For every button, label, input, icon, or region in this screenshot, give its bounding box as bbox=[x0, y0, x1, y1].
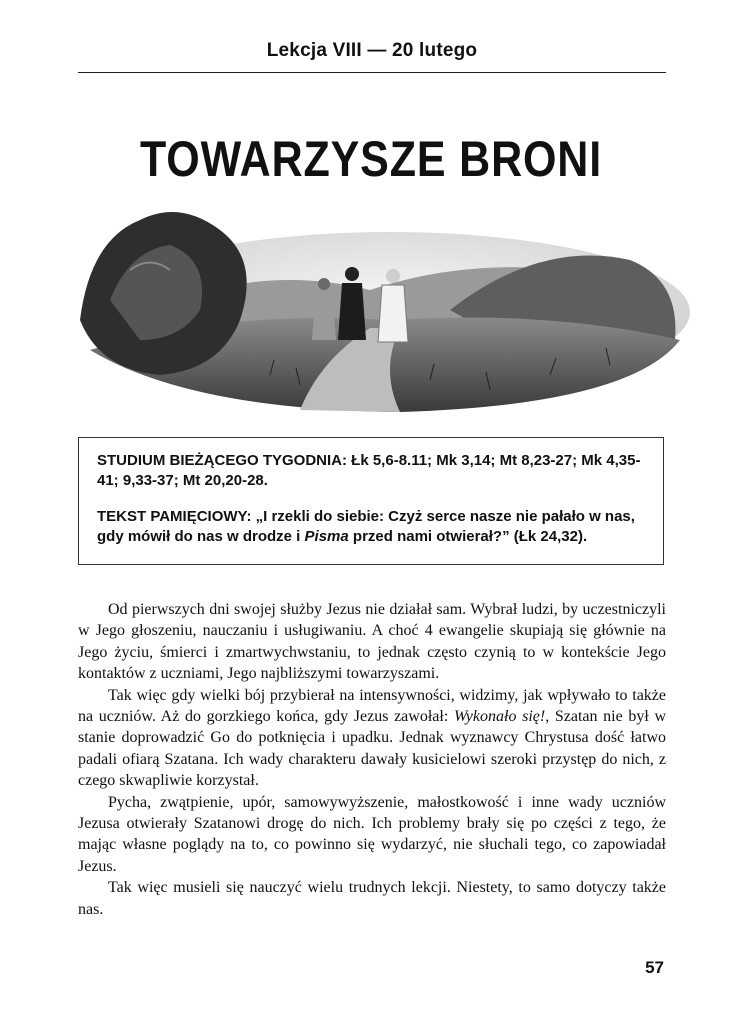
page-number: 57 bbox=[645, 958, 664, 977]
three-figures-on-road-illustration bbox=[70, 200, 690, 425]
memory-text-part1: „I rzekli do siebie: Czyż serce nasze nie pałało w nas, gdy mówił do nas w drodze i bbox=[97, 508, 635, 545]
paragraph-1: Od pierwszych dni swojej służby Jezus nie działał sam. Wybrał ludzi, by uczestniczyli w Jego głoszeniu, nauczaniu i usługiwaniu. A choć 4 ewangelie skupiają się głównie na Jego życiu, śmierci i zmartwychwstaniu, to jednak często czynią to w kontekście Jego kontaktów z uczniami, Jego najbliższymi towarzyszami. bbox=[78, 601, 666, 683]
page-title: TOWARZYSZE BRONI bbox=[139, 131, 603, 187]
memory-verse bbox=[97, 507, 645, 547]
lesson-body bbox=[78, 599, 666, 920]
study-line bbox=[97, 451, 645, 491]
memory-label: TEKST PAMIĘCIOWY: bbox=[97, 508, 252, 525]
paragraph-2-part1: Tak więc gdy wielki bój przybierał na intensywności, widzimy, jak wpływało to także na uczniów. Aż do gorzkiego końca, gdy Jezus zawołał: bbox=[78, 686, 666, 726]
paragraph-3: Pycha, zwątpienie, upór, samowywyższenie, małostkowość i inne wady uczniów Jezusa otwierały Szatanowi drogę do nich. Ich problemy brały się po części z tego, że mając własne poglądy na to, co powinno się wydarzyć, nie słuchali tego, co zapowiadał Jezus. bbox=[78, 793, 666, 875]
study-label: STUDIUM BIEŻĄCEGO TYGODNIA: bbox=[97, 452, 347, 469]
paragraph-4: Tak więc musieli się nauczyć wielu trudnych lekcji. Niestety, to samo dotyczy także nas. bbox=[78, 879, 666, 918]
memory-text-italic: Pisma bbox=[304, 528, 349, 545]
paragraph-2 bbox=[78, 685, 666, 792]
paragraph-2-part2: , Szatan nie był w stanie doprowadzić Go do potknięcia i upadku. Jednak wyznawcy Chrystusa dość łatwo padali ofiarą Szatana. Ich wady charakteru dawały kusicielowi szeroki przystęp do nich, z czego skwapliwie korzystał. bbox=[78, 708, 667, 790]
paragraph-2-italic: Wykonało się! bbox=[453, 708, 546, 726]
memory-text-part2: przed nami otwierał?” (Łk 24,32). bbox=[348, 528, 588, 545]
study-box bbox=[78, 437, 664, 565]
study-references: Łk 5,6-8.11; Mk 3,14; Mt 8,23-27; Mk 4,35-41; 9,33-37; Mt 20,20-28. bbox=[97, 452, 641, 489]
header-divider bbox=[78, 72, 666, 73]
lesson-header: Lekcja VIII — 20 lutego bbox=[266, 40, 478, 61]
